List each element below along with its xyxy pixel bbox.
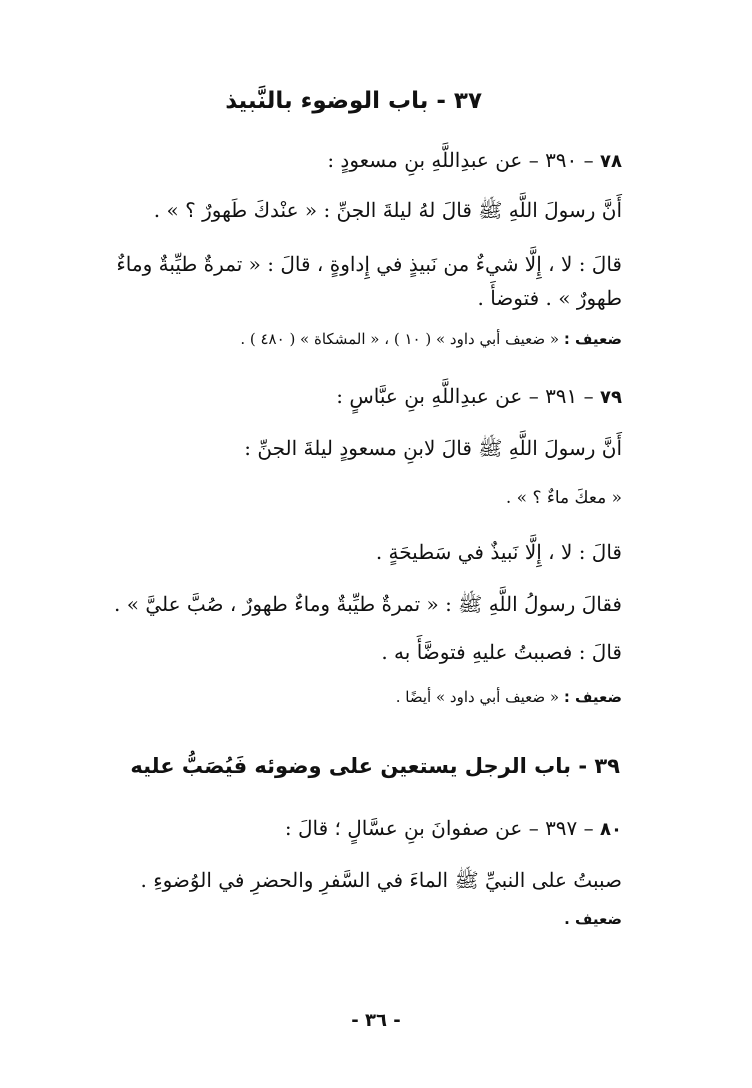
grade-label: ضعيف .	[564, 910, 622, 928]
hadith-80-line-1: صببتُ على النبيِّ ﷺ الماءَ في السَّفرِ والحضرِ في الوُضوءِ .	[140, 868, 622, 892]
chapter-39-title: ٣٩ - باب الرجل يستعين على وضوئه فَيُصَبُّ عليه	[130, 754, 620, 778]
hadith-79-number: ٧٩	[600, 387, 622, 408]
hadith-79-line-1: أَنَّ رسولَ اللَّهِ ﷺ قالَ لابنِ مسعودٍ ليلةَ الجنِّ :	[244, 436, 622, 460]
hadith-80-header	[40, 816, 622, 840]
grade-label: ضعيف :	[563, 330, 622, 348]
hadith-78-reference: – ٣٩٠ – عن عبدِاللَّهِ بنِ مسعودٍ :	[327, 148, 594, 172]
hadith-78-line-2: قالَ : لا ، إِلَّا شيءٌ من نَبيذٍ في إِداوةٍ ، قالَ : « تمرةٌ طيِّبةٌ وماءٌ	[116, 252, 622, 276]
hadith-80-reference: – ٣٩٧ – عن صفوانَ بنِ عسَّالٍ ؛ قالَ :	[284, 816, 594, 840]
hadith-79-line-5: قالَ : فصببتُ عليهِ فتوضَّأَ به .	[381, 640, 622, 664]
grade-label: ضعيف :	[563, 688, 622, 706]
hadith-78-line-3: طهورٌ » . فتوضأَ .	[477, 286, 622, 310]
hadith-78-line-1: أَنَّ رسولَ اللَّهِ ﷺ قالَ لهُ ليلةَ الجنِّ : « عنْدكَ طَهورٌ ؟ » .	[153, 198, 622, 222]
grade-text: « ضعيف أبي داود » أيضًا .	[395, 688, 560, 706]
hadith-78-header	[40, 148, 622, 172]
hadith-78-grading	[40, 330, 622, 348]
hadith-79-grading	[40, 688, 622, 706]
hadith-79-line-3: قالَ : لا ، إِلَّا نَبيذٌ في سَطيحَةٍ .	[375, 540, 622, 564]
hadith-80-grading	[40, 910, 622, 928]
hadith-78-number: ٧٨	[600, 151, 622, 172]
grade-text: « ضعيف أبي داود » ( ١٠ ) ، « المشكاة » ( ٤٨٠ ) .	[240, 330, 560, 348]
hadith-79-line-2: « معكَ ماءٌ ؟ » .	[505, 488, 622, 508]
hadith-80-number: ٨٠	[600, 819, 622, 840]
page-number: - ٣٦ -	[351, 1010, 401, 1031]
chapter-37-title: ٣٧ - باب الوضوء بالنَّبيذ	[225, 88, 482, 114]
hadith-79-reference: – ٣٩١ – عن عبدِاللَّهِ بنِ عبَّاسٍ :	[336, 384, 594, 408]
hadith-79-header	[40, 384, 622, 408]
hadith-79-line-4: فقالَ رسولُ اللَّهِ ﷺ : « تمرةٌ طيِّبةٌ وماءٌ طهورٌ ، صُبَّ عليَّ » .	[114, 592, 622, 616]
